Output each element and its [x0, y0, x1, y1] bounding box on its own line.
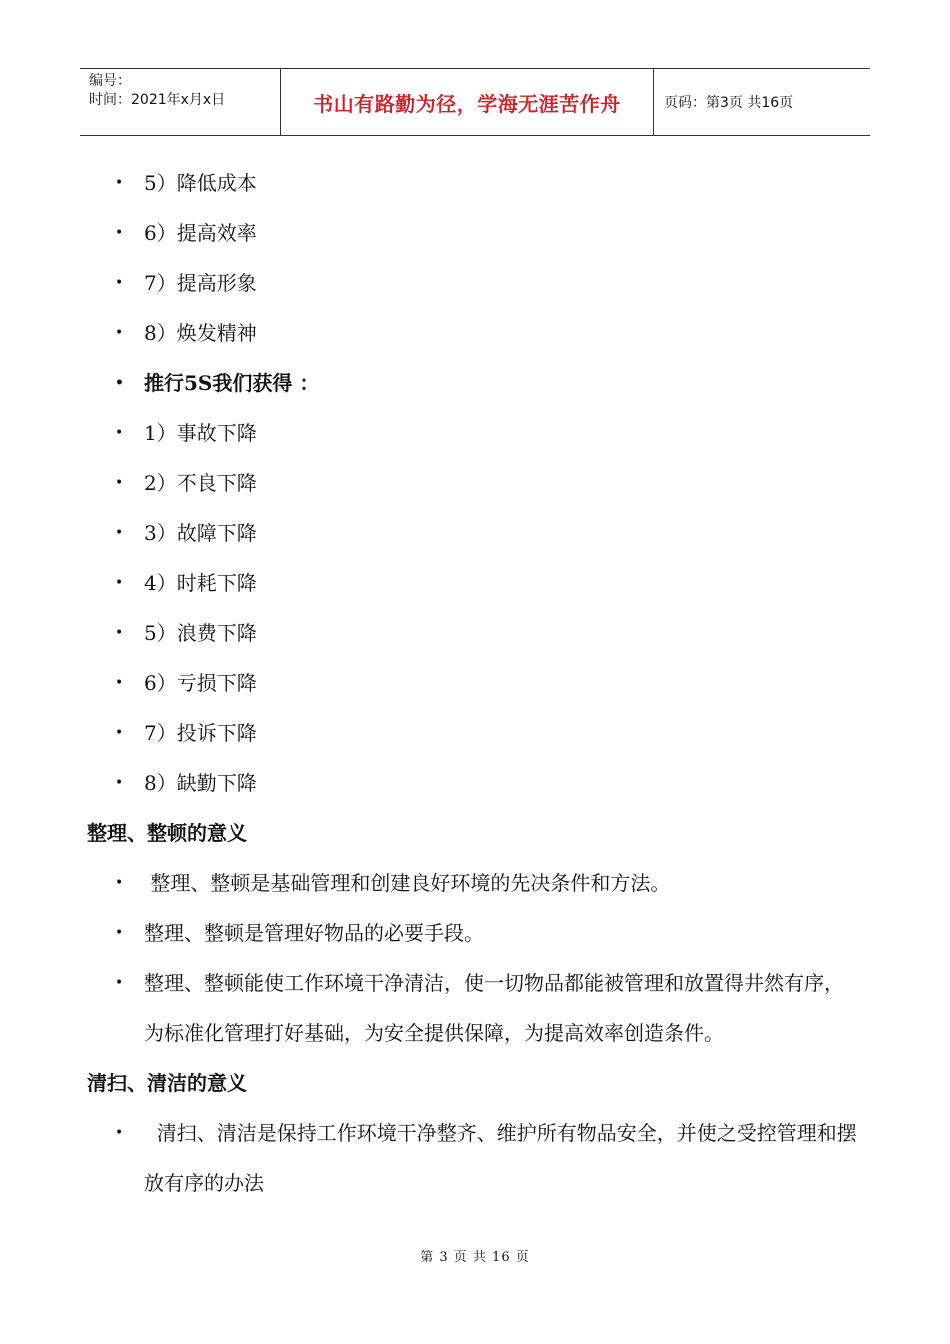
list-item: • 3）故障下降 [0, 508, 950, 558]
list-item: • 7）提高形象 [0, 258, 950, 308]
bullet-icon: • [115, 725, 124, 741]
bullet-icon: • [115, 525, 124, 541]
list-item: • 4）时耗下降 [0, 558, 950, 608]
header-meta [80, 69, 281, 135]
time-label: 时间：2021年x月x日 [89, 92, 226, 108]
list-item: • 5）降低成本 [0, 158, 950, 208]
paragraph-item: • 清扫、清洁是保持工作环境干净整齐、维护所有物品安全，并使之受控管理和摆放有序的办法 [0, 1108, 950, 1208]
list-item: • 6）亏损下降 [0, 658, 950, 708]
bullet-icon: • [115, 575, 124, 591]
page-header [80, 68, 870, 136]
paragraph-item: • 整理、整顿是基础管理和创建良好环境的先决条件和方法。 [0, 858, 950, 908]
paragraph-item: • 整理、整顿能使工作环境干净清洁，使一切物品都能被管理和放置得井然有序，为标准化管理打好基础，为安全提供保障，为提高效率创造条件。 [0, 958, 950, 1058]
bullet-icon: • [115, 175, 124, 191]
list-item: • 6）提高效率 [0, 208, 950, 258]
list-item: • 8）缺勤下降 [0, 758, 950, 808]
bullet-icon: • [115, 975, 124, 991]
bullet-icon: • [115, 1125, 124, 1141]
list-item: • 5）浪费下降 [0, 608, 950, 658]
bullet-icon: • [115, 475, 124, 491]
header-page-info: 页码：第3页 共16页 [664, 95, 794, 111]
section-heading: 清扫、清洁的意义 [87, 1071, 247, 1095]
bullet-icon: • [115, 325, 124, 341]
paragraph-item: • 整理、整顿是管理好物品的必要手段。 [0, 908, 950, 958]
list-item: • 8）焕发精神 [0, 308, 950, 358]
bullet-icon: • [115, 275, 124, 291]
bullet-icon: • [115, 225, 124, 241]
bullet-icon: • [115, 925, 124, 941]
bullet-icon: • [115, 625, 124, 641]
section-heading: 整理、整顿的意义 [87, 821, 247, 845]
number-label: 编号： [89, 73, 131, 89]
page-footer: 第 3 页 共 16 页 [420, 1250, 530, 1265]
list-item: • 2）不良下降 [0, 458, 950, 508]
bullet-icon: • [115, 375, 124, 391]
header-motto: 书山有路勤为径，学海无涯苦作舟 [281, 69, 654, 135]
bullet-icon: • [115, 775, 124, 791]
bullet-icon: • [115, 675, 124, 691]
list-item: • 1）事故下降 [0, 408, 950, 458]
gain-title: • 推行5S我们获得 ： [0, 358, 950, 408]
list-item: • 7）投诉下降 [0, 708, 950, 758]
document-body [0, 158, 950, 1208]
bullet-icon: • [115, 875, 124, 891]
bullet-icon: • [115, 425, 124, 441]
